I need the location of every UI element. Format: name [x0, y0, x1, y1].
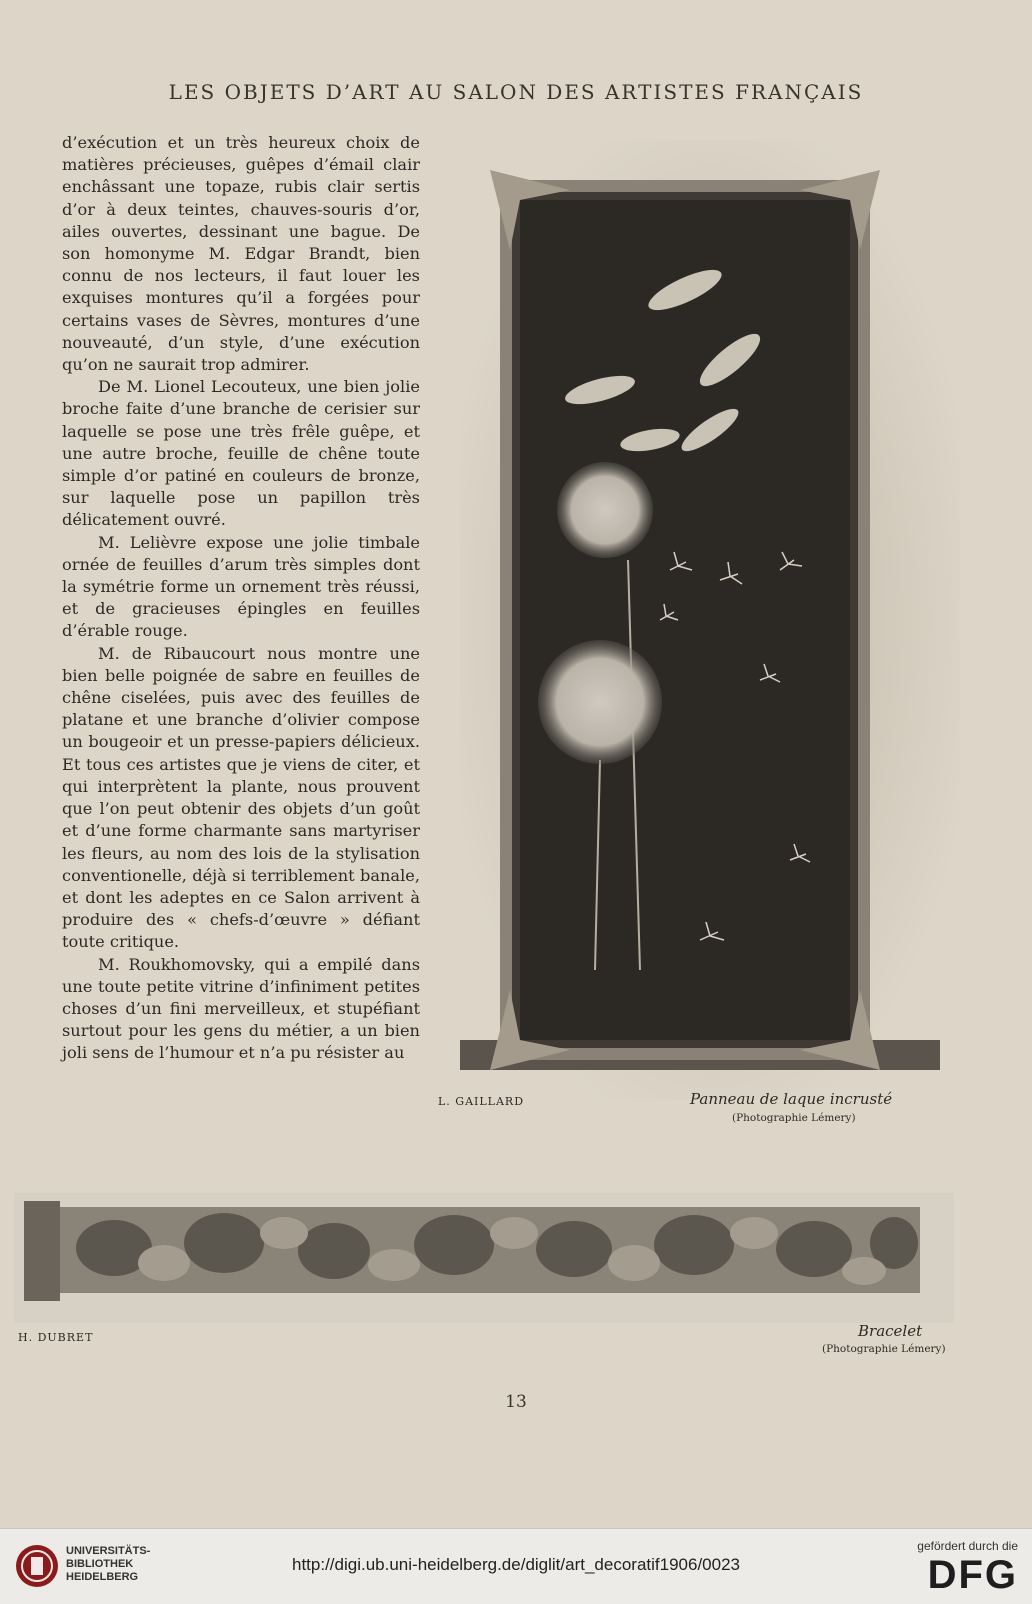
- running-head: LES OBJETS D’ART AU SALON DES ARTISTES FRANÇAIS: [168, 80, 864, 104]
- bracelet-caption-credit: (Photographie Lémery): [822, 1343, 946, 1355]
- dfg-logo: DFG: [927, 1553, 1018, 1597]
- text-column: [62, 132, 420, 1065]
- funding-note: gefördert durch die: [917, 1539, 1018, 1553]
- library-line-1: UNIVERSITÄTS-: [66, 1545, 151, 1557]
- library-line-3: HEIDELBERG: [66, 1571, 139, 1583]
- bracelet-image: [14, 1193, 954, 1323]
- panel-caption-credit: (Photographie Lémery): [732, 1112, 856, 1124]
- page-number: 13: [505, 1392, 527, 1412]
- permalink-url[interactable]: http://digi.ub.uni-heidelberg.de/diglit/art_decoratif1906/0023: [292, 1555, 740, 1574]
- panel-caption-author: L. GAILLARD: [438, 1095, 525, 1108]
- paragraph-4: M. de Ribaucourt nous montre une bien belle poignée de sabre en feuilles de chêne ciselées, puis avec des feuilles de platane et une branche d’olivier compose un bougeoir et un presse-papiers délicieux. Et tous ces artistes que je viens de citer, et qui interprètent la plante, nous prouvent que l’on peut obtenir des objets d’un goût et d’une forme charmante sans martyriser les fleurs, au nom des lois de la stylisation conventionelle, déjà si terriblement banale, et dont les adeptes en ce Salon arrivent à produire des « chefs-d’œuvre » défiant toute critique.: [62, 643, 420, 952]
- paragraph-5: M. Roukhomovsky, qui a empilé dans une toute petite vitrine d’infiniment petites choses d’un fini merveilleux, et stupéfiant surtout pour les gens du métier, a un bien joli sens de l’humour et n’a pu résister au: [62, 954, 420, 1063]
- paragraph-3: M. Lelièvre expose une jolie timbale ornée de feuilles d’arum très simples dont la symétrie forme un ornement très réussi, et de gracieuses épingles en feuilles d’érable rouge.: [62, 532, 420, 641]
- lacquer-panel-figure: [438, 140, 960, 1124]
- library-line-2: BIBLIOTHEK: [66, 1558, 134, 1570]
- lacquer-panel-image: [460, 140, 960, 1100]
- panel-caption-title: Panneau de laque incrusté: [690, 1090, 893, 1108]
- bracelet-caption-author: H. DUBRET: [18, 1331, 94, 1344]
- bracelet-caption-title: Bracelet: [858, 1322, 923, 1340]
- footer-bar: [0, 1528, 1032, 1604]
- paragraph-2: De M. Lionel Lecouteux, une bien jolie broche faite d’une branche de cerisier sur laquelle se pose une très frêle guêpe, et une autre broche, feuille de chêne toute simple d’or patiné en couleurs de bronze, sur laquelle pose un papillon très délicatement ouvré.: [62, 377, 420, 530]
- paragraph-1: d’exécution et un très heureux choix de matières précieuses, guêpes d’émail clair enchâssant une topaze, rubis clair sertis d’or à deux teintes, chauves-souris d’or, ailes ouvertes, dessinant une bague. De son homonyme M. Edgar Brandt, bien connu de nos lecteurs, il faut louer les exquises montures qu’il a forgées pour certains vases de Sèvres, montures d’une nouveauté, d’un style, d’une exécution qu’on ne saurait trop admirer.: [62, 133, 420, 375]
